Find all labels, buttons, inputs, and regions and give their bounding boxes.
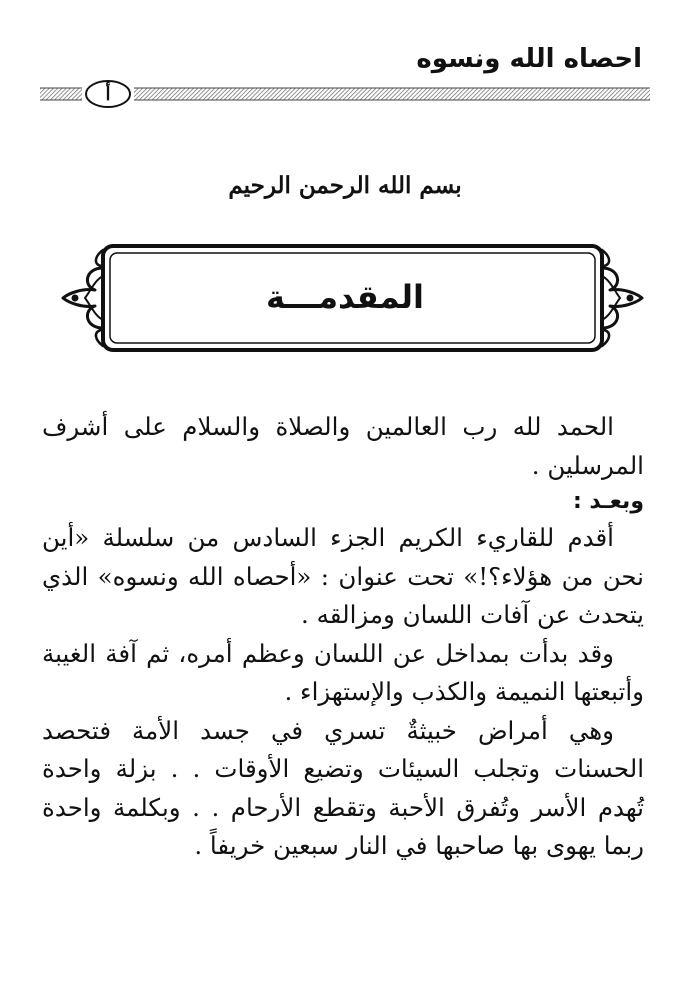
running-title: احصاه الله ونسوه	[416, 44, 642, 74]
body-text	[42, 408, 644, 866]
wabad-heading: وبعـد :	[572, 489, 644, 514]
header-rule	[40, 80, 650, 110]
page-number: أ	[105, 84, 111, 105]
section-title: المقدمـــة	[266, 278, 424, 316]
paragraph: وقد بدأت بمداخل عن اللسان وعظم أمره، ثم آفة الغيبة وأتبعتها النميمة والكذب والإستهزاء .	[42, 638, 644, 706]
bismillah: بسم الله الرحمن الرحيم	[228, 172, 462, 199]
paragraph: أقدم للقاريء الكريم الجزء السادس من سلسلة «أين نحن من هؤلاء؟!» تحت عنوان : «أحصاه الله ونسوه» الذي يتحدث عن آفات اللسان ومزالقه .	[42, 523, 644, 629]
paragraph: وهي أمراض خبيثةٌ تسري في جسد الأمة فتحصد الحسنات وتجلب السيئات وتضيع الأوقات . . بزلة واحدة تُهدم الأسر وتُفرق الأحبة وتقطع الأرحام . . وبكلمة واحدة ربما يهوى بها صاحبها في النار سبعين خريفاً .	[42, 715, 644, 860]
opening-paragraph: الحمد لله رب العالمين والصلاة والسلام على أشرف المرسلين .	[42, 412, 644, 480]
